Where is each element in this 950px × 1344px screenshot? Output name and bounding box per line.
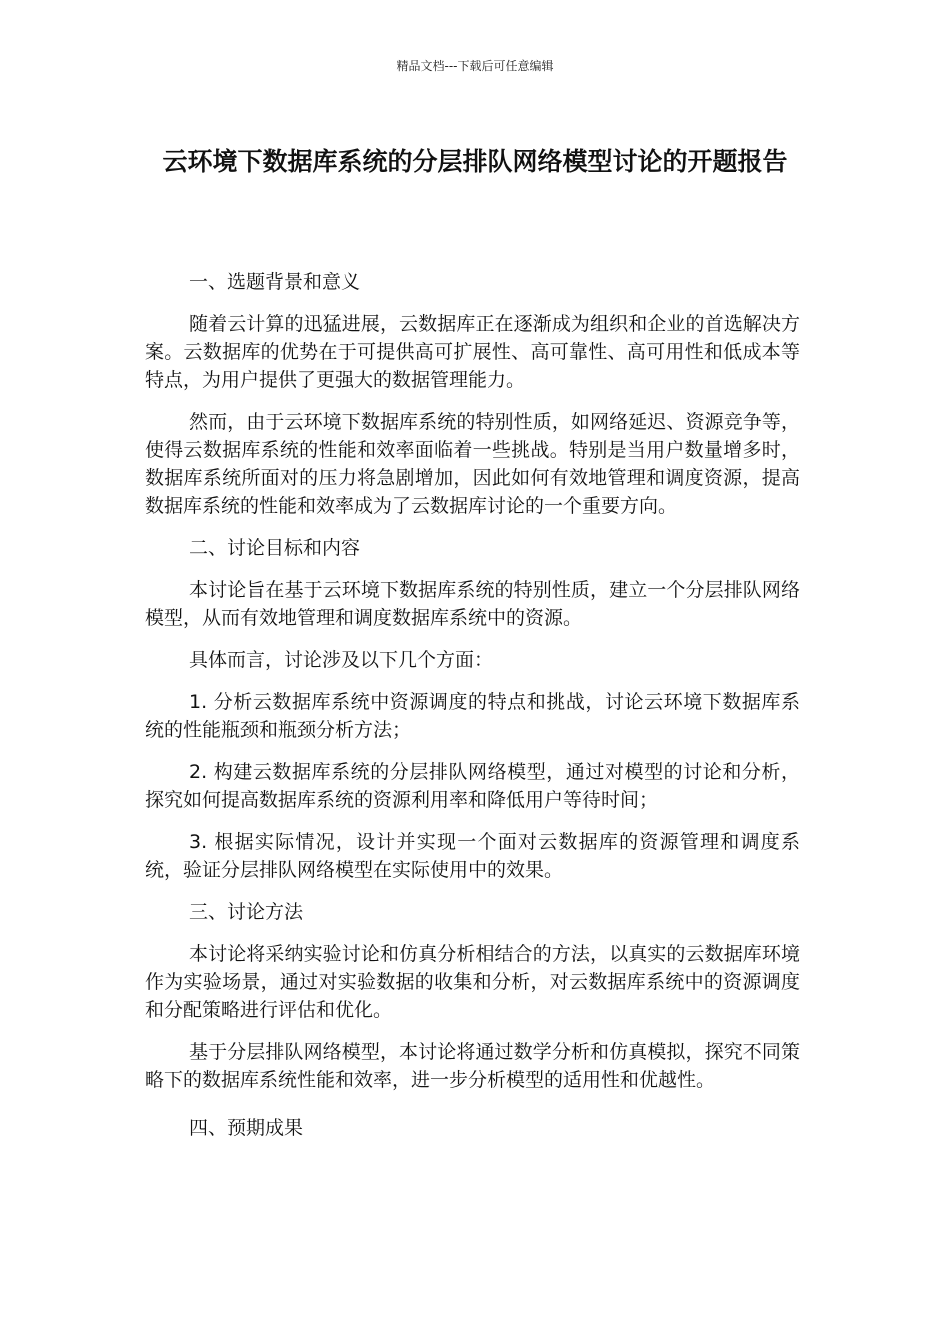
document-body [145,268,800,1156]
paragraph-background-1: 随着云计算的迅猛进展，云数据库正在逐渐成为组织和企业的首选解决方案。云数据库的优势在于可提供高可扩展性、高可靠性、高可用性和低成本等特点，为用户提供了更强大的数据管理能力。 [145,313,800,391]
paragraph-methods-1: 本讨论将采纳实验讨论和仿真分析相结合的方法，以真实的云数据库环境作为实验场景，通过对实验数据的收集和分析，对云数据库系统中的资源调度和分配策略进行评估和优化。 [145,943,800,1021]
paragraph-goals-2: 具体而言，讨论涉及以下几个方面： [189,649,494,671]
section-heading-outcomes: 四、预期成果 [189,1117,304,1139]
list-item-goal-1: 1. 分析云数据库系统中资源调度的特点和挑战，讨论云环境下数据库系统的性能瓶颈和瓶颈分析方法； [145,691,800,741]
paragraph-goals-1: 本讨论旨在基于云环境下数据库系统的特别性质，建立一个分层排队网络模型，从而有效地管理和调度数据库系统中的资源。 [145,579,800,629]
paragraph-methods-2: 基于分层排队网络模型，本讨论将通过数学分析和仿真模拟，探究不同策略下的数据库系统性能和效率，进一步分析模型的适用性和优越性。 [145,1041,800,1091]
header-note: 精品文档---下载后可任意编辑 [396,59,554,73]
section-heading-methods: 三、讨论方法 [189,901,304,923]
paragraph-background-2: 然而，由于云环境下数据库系统的特别性质，如网络延迟、资源竞争等，使得云数据库系统的性能和效率面临着一些挑战。特别是当用户数量增多时，数据库系统所面对的压力将急剧增加，因此如何有效地管理和调度资源，提高数据库系统的性能和效率成为了云数据库讨论的一个重要方向。 [145,411,800,517]
list-item-goal-3: 3. 根据实际情况，设计并实现一个面对云数据库的资源管理和调度系统，验证分层排队网络模型在实际使用中的效果。 [145,831,800,881]
section-heading-background: 一、选题背景和意义 [189,271,361,293]
list-item-goal-2: 2. 构建云数据库系统的分层排队网络模型，通过对模型的讨论和分析，探究如何提高数据库系统的资源利用率和降低用户等待时间； [145,761,800,811]
document-title: 云环境下数据库系统的分层排队网络模型讨论的开题报告 [162,147,788,176]
section-heading-goals: 二、讨论目标和内容 [189,537,361,559]
